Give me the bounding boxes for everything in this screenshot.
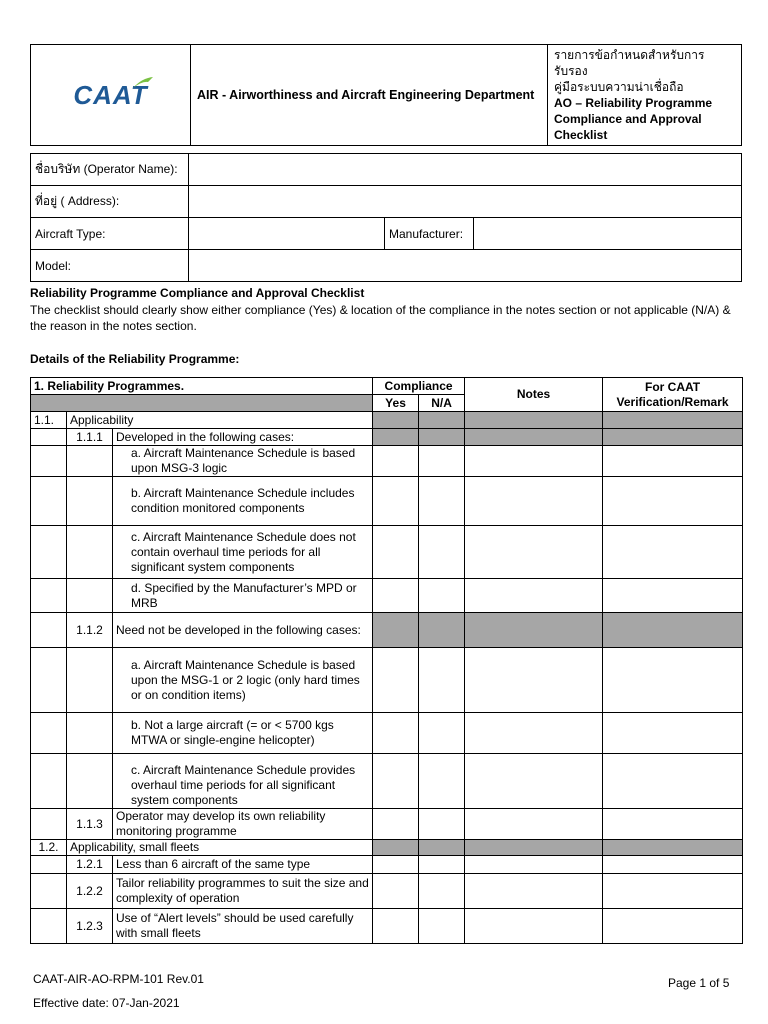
row-indent [31, 446, 67, 477]
document-header [30, 44, 742, 146]
details-heading: Details of the Reliability Programme: [30, 352, 240, 366]
row-text: Applicability [67, 412, 373, 429]
form-thai-line-2: คู่มือระบบความน่าเชื่อถือ [554, 80, 684, 94]
compliance-header: Compliance [373, 378, 465, 395]
operator-name-label: ชื่อบริษัท (Operator Name): [31, 154, 189, 186]
row-indent [67, 713, 113, 754]
yes-cell[interactable] [373, 856, 419, 874]
row-number: 1.1. [31, 412, 67, 429]
na-header: N/A [419, 395, 465, 412]
caat-remark-header: For CAAT Verification/Remark [603, 378, 743, 412]
table-row [31, 429, 743, 446]
row-number: 1.1.3 [67, 809, 113, 840]
section-title: 1. Reliability Programmes. [31, 378, 373, 395]
caat-cell[interactable] [603, 874, 743, 909]
section-shade [31, 395, 373, 412]
row-number: 1.2.3 [67, 909, 113, 944]
table-row [31, 446, 743, 477]
table-row [31, 856, 743, 874]
notes-cell [465, 840, 603, 856]
na-cell[interactable] [419, 809, 465, 840]
document-id: CAAT-AIR-AO-RPM-101 Rev.01 [33, 972, 204, 986]
notes-cell[interactable] [465, 754, 603, 809]
row-indent [67, 477, 113, 526]
table-row [31, 909, 743, 944]
manufacturer-field[interactable] [474, 218, 742, 250]
page-number: Page 1 of 5 [668, 976, 730, 990]
row-text: b. Aircraft Maintenance Schedule includes condition monitored components [113, 477, 373, 526]
table-row [31, 874, 743, 909]
row-number: 1.2.1 [67, 856, 113, 874]
yes-cell[interactable] [373, 648, 419, 713]
na-cell [419, 429, 465, 446]
row-indent [31, 429, 67, 446]
table-row [31, 809, 743, 840]
na-cell [419, 412, 465, 429]
row-text: Less than 6 aircraft of the same type [113, 856, 373, 874]
caat-cell [603, 429, 743, 446]
table-row [31, 579, 743, 613]
na-cell [419, 840, 465, 856]
row-text: d. Specified by the Manufacturer’s MPD or MRB [113, 579, 373, 613]
yes-cell[interactable] [373, 809, 419, 840]
checklist-heading: Reliability Programme Compliance and Approval Checklist [30, 286, 365, 300]
yes-cell[interactable] [373, 477, 419, 526]
na-cell [419, 613, 465, 648]
row-text: Use of “Alert levels” should be used carefully with small fleets [113, 909, 373, 944]
row-indent [67, 754, 113, 809]
row-indent [67, 446, 113, 477]
row-text: Applicability, small fleets [67, 840, 373, 856]
row-number: 1.1.2 [67, 613, 113, 648]
na-cell[interactable] [419, 909, 465, 944]
yes-cell[interactable] [373, 713, 419, 754]
row-text: b. Not a large aircraft (= or < 5700 kgs MTWA or single-engine helicopter) [113, 713, 373, 754]
table-row [31, 840, 743, 856]
row-number: 1.2. [31, 840, 67, 856]
notes-cell[interactable] [465, 909, 603, 944]
reliability-checklist-table [30, 377, 743, 944]
na-cell[interactable] [419, 713, 465, 754]
notes-cell[interactable] [465, 579, 603, 613]
notes-cell[interactable] [465, 446, 603, 477]
row-indent [31, 874, 67, 909]
row-text: c. Aircraft Maintenance Schedule provides overhaul time periods for all significant system components [113, 754, 373, 809]
operator-info-table [30, 153, 742, 282]
address-label: ที่อยู่ ( Address): [31, 186, 189, 218]
row-text: Developed in the following cases: [113, 429, 373, 446]
notes-cell [465, 613, 603, 648]
na-cell[interactable] [419, 579, 465, 613]
row-number: 1.1.1 [67, 429, 113, 446]
caat-cell[interactable] [603, 713, 743, 754]
logo-text: CAAT [73, 79, 148, 110]
yes-cell [373, 840, 419, 856]
row-text: a. Aircraft Maintenance Schedule is based upon the MSG-1 or 2 logic (only hard times or on condition items) [113, 648, 373, 713]
caat-cell[interactable] [603, 579, 743, 613]
model-field[interactable] [189, 250, 742, 282]
operator-name-field[interactable] [189, 154, 742, 186]
table-row [31, 477, 743, 526]
row-text: Tailor reliability programmes to suit the size and complexity of operation [113, 874, 373, 909]
caat-logo [73, 80, 147, 111]
manufacturer-label: Manufacturer: [385, 218, 474, 250]
swoosh-icon [132, 76, 154, 90]
row-indent [31, 856, 67, 874]
aircraft-type-field[interactable] [189, 218, 385, 250]
row-indent [67, 526, 113, 579]
yes-cell [373, 613, 419, 648]
notes-cell[interactable] [465, 713, 603, 754]
yes-header: Yes [373, 395, 419, 412]
yes-cell[interactable] [373, 754, 419, 809]
table-row [31, 412, 743, 429]
row-text: Operator may develop its own reliability monitoring programme [113, 809, 373, 840]
na-cell[interactable] [419, 446, 465, 477]
na-cell[interactable] [419, 648, 465, 713]
form-title: AO – Reliability Programme Compliance and Approval Checklist [554, 96, 713, 142]
effective-date: Effective date: 07-Jan-2021 [33, 996, 180, 1010]
row-indent [31, 909, 67, 944]
caat-cell[interactable] [603, 648, 743, 713]
yes-cell[interactable] [373, 446, 419, 477]
row-indent [67, 579, 113, 613]
row-indent [31, 648, 67, 713]
yes-cell[interactable] [373, 909, 419, 944]
yes-cell[interactable] [373, 526, 419, 579]
row-text: c. Aircraft Maintenance Schedule does not contain overhaul time periods for all significant system components [113, 526, 373, 579]
yes-cell [373, 429, 419, 446]
address-field[interactable] [189, 186, 742, 218]
caat-cell [603, 840, 743, 856]
yes-cell[interactable] [373, 579, 419, 613]
notes-header: Notes [465, 378, 603, 412]
row-indent [31, 579, 67, 613]
notes-cell [465, 412, 603, 429]
na-cell[interactable] [419, 874, 465, 909]
table-row [31, 754, 743, 809]
aircraft-type-label: Aircraft Type: [31, 218, 189, 250]
caat-cell [603, 412, 743, 429]
table-row [31, 526, 743, 579]
caat-cell [603, 613, 743, 648]
form-title-cell [548, 45, 742, 146]
caat-cell[interactable] [603, 526, 743, 579]
notes-cell[interactable] [465, 856, 603, 874]
row-indent [31, 613, 67, 648]
table-row [31, 648, 743, 713]
na-cell[interactable] [419, 754, 465, 809]
table-row [31, 613, 743, 648]
logo-cell [31, 45, 191, 146]
na-cell[interactable] [419, 526, 465, 579]
caat-cell[interactable] [603, 856, 743, 874]
row-indent [31, 477, 67, 526]
caat-cell[interactable] [603, 754, 743, 809]
caat-cell[interactable] [603, 809, 743, 840]
row-number: 1.2.2 [67, 874, 113, 909]
yes-cell [373, 412, 419, 429]
checklist-instructions: The checklist should clearly show either compliance (Yes) & location of the compliance in the notes section or not applicable (N/A) & the reason in the notes section. [30, 303, 731, 333]
row-indent [31, 754, 67, 809]
notes-cell[interactable] [465, 526, 603, 579]
na-cell[interactable] [419, 856, 465, 874]
caat-cell[interactable] [603, 446, 743, 477]
department-name: AIR - Airworthiness and Aircraft Engineering Department [191, 45, 548, 146]
notes-cell[interactable] [465, 477, 603, 526]
row-indent [31, 526, 67, 579]
yes-cell[interactable] [373, 874, 419, 909]
row-text: Need not be developed in the following cases: [113, 613, 373, 648]
notes-cell [465, 429, 603, 446]
row-indent [67, 648, 113, 713]
row-indent [31, 809, 67, 840]
na-cell[interactable] [419, 477, 465, 526]
table-row [31, 713, 743, 754]
caat-cell[interactable] [603, 477, 743, 526]
row-indent [31, 713, 67, 754]
caat-cell[interactable] [603, 909, 743, 944]
row-text: a. Aircraft Maintenance Schedule is based upon MSG-3 logic [113, 446, 373, 477]
notes-cell[interactable] [465, 648, 603, 713]
model-label: Model: [31, 250, 189, 282]
form-thai-line-1: รายการข้อกำหนดสำหรับการรับรอง [554, 48, 705, 78]
notes-cell[interactable] [465, 809, 603, 840]
notes-cell[interactable] [465, 874, 603, 909]
